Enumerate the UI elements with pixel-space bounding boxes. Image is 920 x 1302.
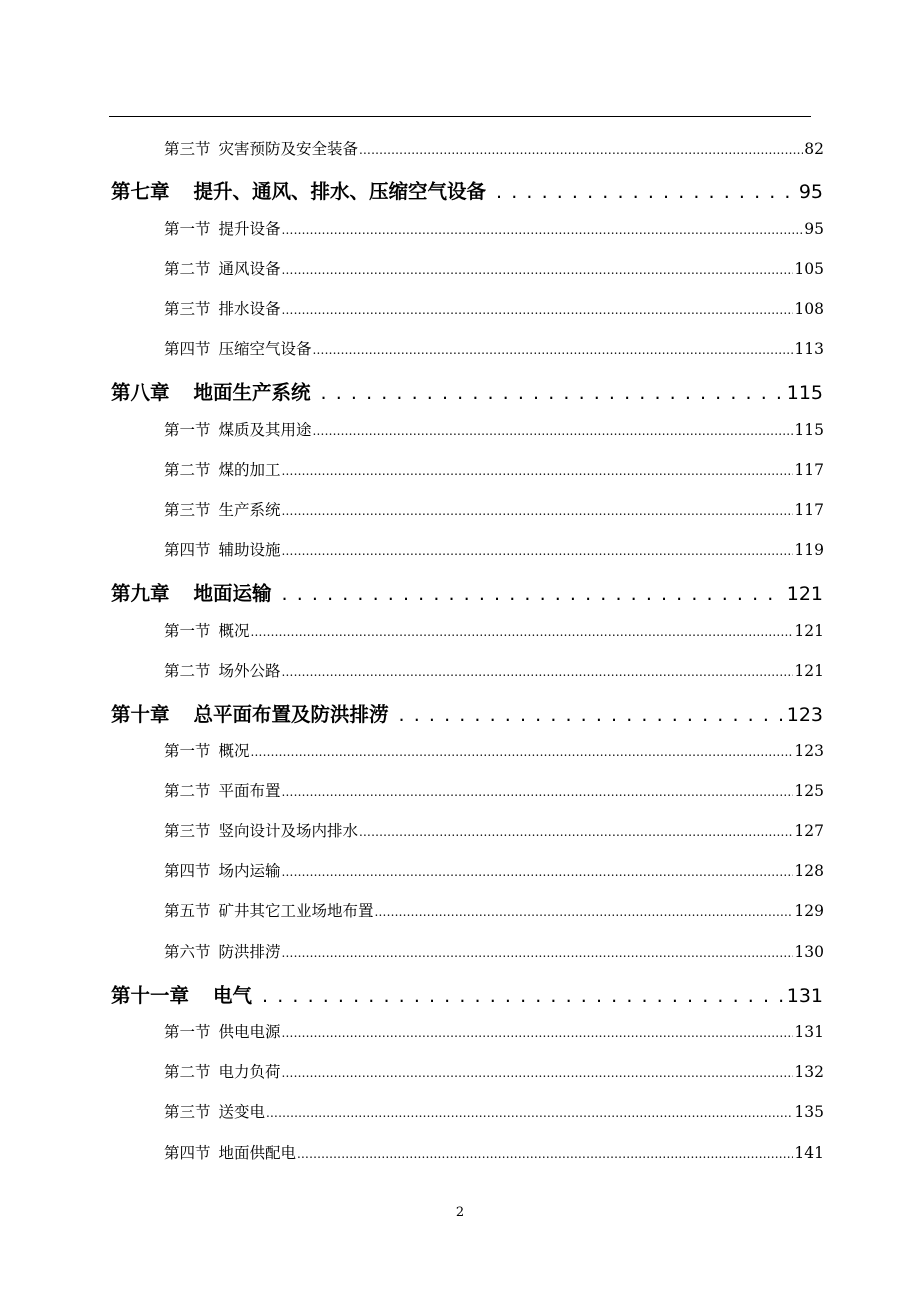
chapter-title: 总平面布置及防洪排涝 [193, 703, 389, 726]
section-title: 辅助设施 [218, 541, 281, 559]
toc-section-entry[interactable] [164, 217, 824, 239]
section-title: 防洪排涝 [218, 943, 281, 961]
toc-section-entry[interactable] [164, 1100, 824, 1122]
chapter-number: 第九章 [111, 582, 170, 605]
dot-leader [251, 742, 794, 760]
page-ref: 123 [794, 742, 824, 760]
section-number: 第四节 [164, 541, 211, 559]
toc-section-entry[interactable] [164, 1141, 824, 1163]
toc-section-entry[interactable] [164, 940, 824, 962]
section-title: 电力负荷 [218, 1063, 281, 1081]
section-title: 平面布置 [218, 782, 281, 800]
dot-leader [266, 1103, 793, 1121]
section-title: 煤的加工 [218, 461, 281, 479]
page-ref: 121 [786, 583, 823, 605]
dot-leader [282, 862, 794, 880]
page-ref: 141 [794, 1144, 824, 1162]
section-number: 第三节 [164, 140, 211, 158]
dot-leader [262, 984, 783, 1007]
page-ref: 131 [794, 1023, 824, 1041]
toc-section-entry[interactable] [164, 538, 824, 560]
dot-leader [297, 1144, 793, 1162]
page-ref: 108 [794, 300, 824, 318]
dot-leader [282, 461, 794, 479]
page-ref: 130 [794, 943, 824, 961]
toc-chapter-entry[interactable] [111, 176, 823, 204]
dot-leader [282, 1063, 794, 1081]
chapter-title: 提升、通风、排水、压缩空气设备 [193, 180, 487, 203]
page-ref: 113 [794, 340, 824, 358]
toc-section-entry[interactable] [164, 137, 824, 159]
header-rule [109, 116, 811, 117]
section-number: 第四节 [164, 1144, 211, 1162]
dot-leader [321, 381, 783, 404]
section-title: 送变电 [218, 1103, 266, 1121]
section-number: 第三节 [164, 300, 211, 318]
dot-leader [399, 703, 783, 726]
toc-section-entry[interactable] [164, 819, 824, 841]
chapter-number: 第十章 [111, 703, 170, 726]
section-number: 第一节 [164, 220, 211, 238]
section-number: 第三节 [164, 1103, 211, 1121]
dot-leader [282, 300, 794, 318]
dot-leader [282, 260, 794, 278]
section-title: 供电电源 [218, 1023, 281, 1041]
dot-leader [282, 501, 794, 519]
toc-section-entry[interactable] [164, 1060, 824, 1082]
section-number: 第三节 [164, 501, 211, 519]
section-title: 压缩空气设备 [218, 340, 312, 358]
page-ref: 105 [794, 260, 824, 278]
page-ref: 95 [804, 220, 824, 238]
dot-leader [282, 662, 794, 680]
section-title: 概况 [218, 742, 250, 760]
dot-leader [282, 582, 783, 605]
section-title: 地面供配电 [218, 1144, 297, 1162]
section-number: 第六节 [164, 943, 211, 961]
section-title: 提升设备 [218, 220, 281, 238]
page-ref: 117 [794, 501, 824, 519]
dot-leader [251, 622, 794, 640]
dot-leader [282, 541, 794, 559]
dot-leader [313, 421, 794, 439]
page-ref: 135 [794, 1103, 824, 1121]
toc-section-entry[interactable] [164, 779, 824, 801]
dot-leader [375, 902, 794, 920]
toc-section-entry[interactable] [164, 739, 824, 761]
section-title: 生产系统 [218, 501, 281, 519]
section-number: 第二节 [164, 782, 211, 800]
toc-chapter-entry[interactable] [111, 578, 823, 606]
page-ref: 121 [794, 662, 824, 680]
toc-section-entry[interactable] [164, 1020, 824, 1042]
toc-chapter-entry[interactable] [111, 980, 823, 1008]
page-ref: 121 [794, 622, 824, 640]
page-ref: 128 [794, 862, 824, 880]
section-title: 场内运输 [218, 862, 281, 880]
page-ref: 132 [794, 1063, 824, 1081]
section-title: 矿井其它工业场地布置 [218, 902, 374, 920]
dot-leader [282, 220, 804, 238]
toc-section-entry[interactable] [164, 337, 824, 359]
section-title: 场外公路 [218, 662, 281, 680]
toc-section-entry[interactable] [164, 659, 824, 681]
section-number: 第二节 [164, 260, 211, 278]
dot-leader [359, 822, 793, 840]
section-number: 第四节 [164, 340, 211, 358]
toc-section-entry[interactable] [164, 418, 824, 440]
section-number: 第一节 [164, 742, 211, 760]
dot-leader [313, 340, 794, 358]
page-ref: 125 [794, 782, 824, 800]
section-title: 通风设备 [218, 260, 281, 278]
dot-leader [496, 180, 795, 203]
toc-chapter-entry[interactable] [111, 699, 823, 727]
chapter-number: 第十一章 [111, 984, 190, 1007]
page-ref: 115 [794, 421, 824, 439]
chapter-title: 地面生产系统 [193, 381, 311, 404]
chapter-number: 第八章 [111, 381, 170, 404]
section-title: 排水设备 [218, 300, 281, 318]
page-ref: 127 [794, 822, 824, 840]
page-ref: 117 [794, 461, 824, 479]
page-ref: 119 [794, 541, 824, 559]
section-number: 第三节 [164, 822, 211, 840]
section-number: 第二节 [164, 461, 211, 479]
toc-section-entry[interactable] [164, 859, 824, 881]
page-number: 2 [455, 1205, 465, 1220]
toc-section-entry[interactable] [164, 458, 824, 480]
chapter-title: 电气 [213, 984, 253, 1007]
section-number: 第二节 [164, 1063, 211, 1081]
toc-section-entry[interactable] [164, 257, 824, 279]
page-ref: 95 [798, 181, 823, 203]
toc-section-entry[interactable] [164, 297, 824, 319]
dot-leader [282, 1023, 794, 1041]
section-title: 煤质及其用途 [218, 421, 312, 439]
toc-section-entry[interactable] [164, 498, 824, 520]
page-ref: 115 [786, 382, 823, 404]
toc-section-entry[interactable] [164, 619, 824, 641]
section-title: 概况 [218, 622, 250, 640]
page-ref: 82 [804, 140, 824, 158]
section-title: 灾害预防及安全装备 [218, 140, 359, 158]
section-title: 竖向设计及场内排水 [218, 822, 359, 840]
dot-leader [359, 140, 803, 158]
section-number: 第二节 [164, 662, 211, 680]
chapter-title: 地面运输 [193, 582, 272, 605]
dot-leader [282, 943, 794, 961]
page-ref: 123 [786, 704, 823, 726]
section-number: 第一节 [164, 421, 211, 439]
page-ref: 131 [786, 985, 823, 1007]
chapter-number: 第七章 [111, 180, 170, 203]
section-number: 第一节 [164, 1023, 211, 1041]
section-number: 第五节 [164, 902, 211, 920]
dot-leader [282, 782, 794, 800]
page-ref: 129 [794, 902, 824, 920]
section-number: 第一节 [164, 622, 211, 640]
section-number: 第四节 [164, 862, 211, 880]
toc-section-entry[interactable] [164, 899, 824, 921]
toc-chapter-entry[interactable] [111, 377, 823, 405]
